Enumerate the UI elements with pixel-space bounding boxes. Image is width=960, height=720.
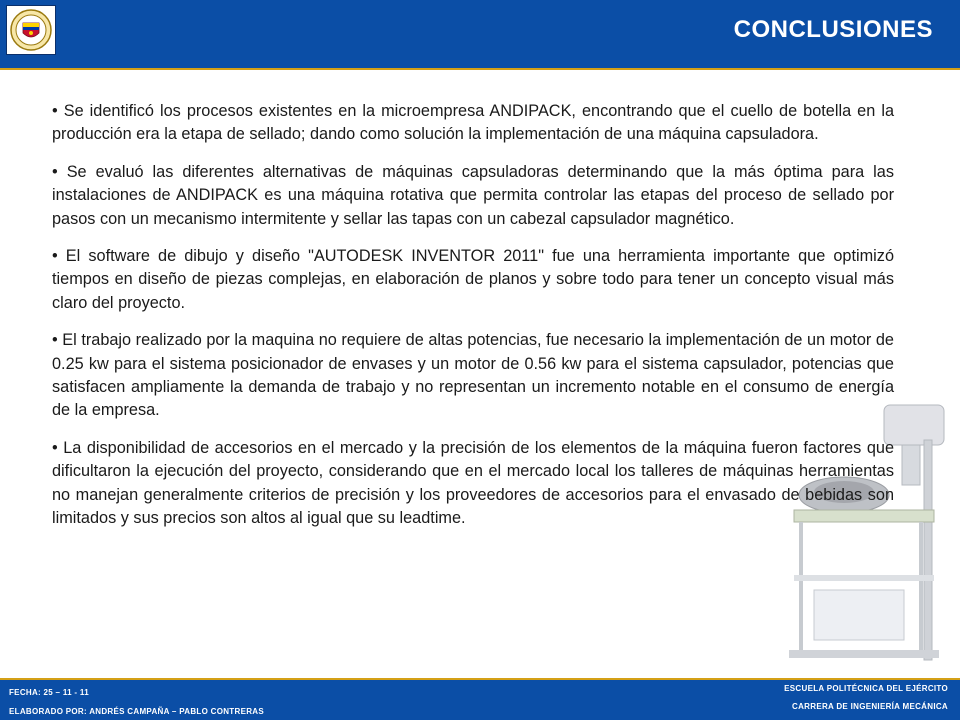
conclusions-body [52,100,894,545]
page-title: CONCLUSIONES [733,16,933,43]
university-logo [6,5,56,55]
footer-institution: ESCUELA POLITÉCNICA DEL EJÉRCITO [784,684,948,693]
footer-department: CARRERA DE INGENIERÍA MECÁNICA [792,702,948,711]
header-bar [0,0,960,68]
conclusion-item-2: • Se evaluó las diferentes alternativas de máquinas capsuladoras determinando que la más óptima para las instalaciones de ANDIPACK es una máquina rotativa que permita controlar las etapas del proceso de sellado por pasos con un mecanismo intermitente y sellar las tapas con un cabezal capsulador magnético. [52,162,894,228]
conclusion-item-4: • El trabajo realizado por la maquina no requiere de altas potencias, fue necesario la implementación de un motor de 0.25 kw para el sistema posicionador de envases y un motor de 0.56 kw para el sistema capsulador, potencias que satisfacen ampliamente la demanda de trabajo y no representan un incremento notable en el consumo de energía de la empresa. [52,331,894,420]
footer-authors: ELABORADO POR: ANDRÉS CAMPAÑA – PABLO CONTRERAS [9,707,264,716]
university-seal-icon [10,9,52,51]
conclusion-item-3: • El software de dibujo y diseño "AUTODESK INVENTOR 2011" fue una herramienta importante que optimizó tiempos en diseño de piezas complejas, en elaboración de planos y sobre todo para tener un concepto visual más claro del proyecto. [52,247,894,312]
conclusion-item-1: • Se identificó los procesos existentes en la microempresa ANDIPACK, encontrando que el cuello de botella en la producción era la etapa de sellado; dando como solución la implementación de una máquina capsuladora. [52,102,894,144]
header-divider [0,68,960,70]
conclusion-item-5: • La disponibilidad de accesorios en el mercado y la precisión de los elementos de la máquina fueron factores que dificultaron la ejecución del proyecto, considerando que en el mercado local los talleres de máquinas herramientas no manejan generalmente criterios de precisión y los proveedores de accesorios para el envasado de bebidas son limitados y sus precios son altos al igual que su leadtime. [52,438,894,528]
footer-date: FECHA: 25 – 11 - 11 [9,688,89,697]
footer-bar [0,680,960,720]
